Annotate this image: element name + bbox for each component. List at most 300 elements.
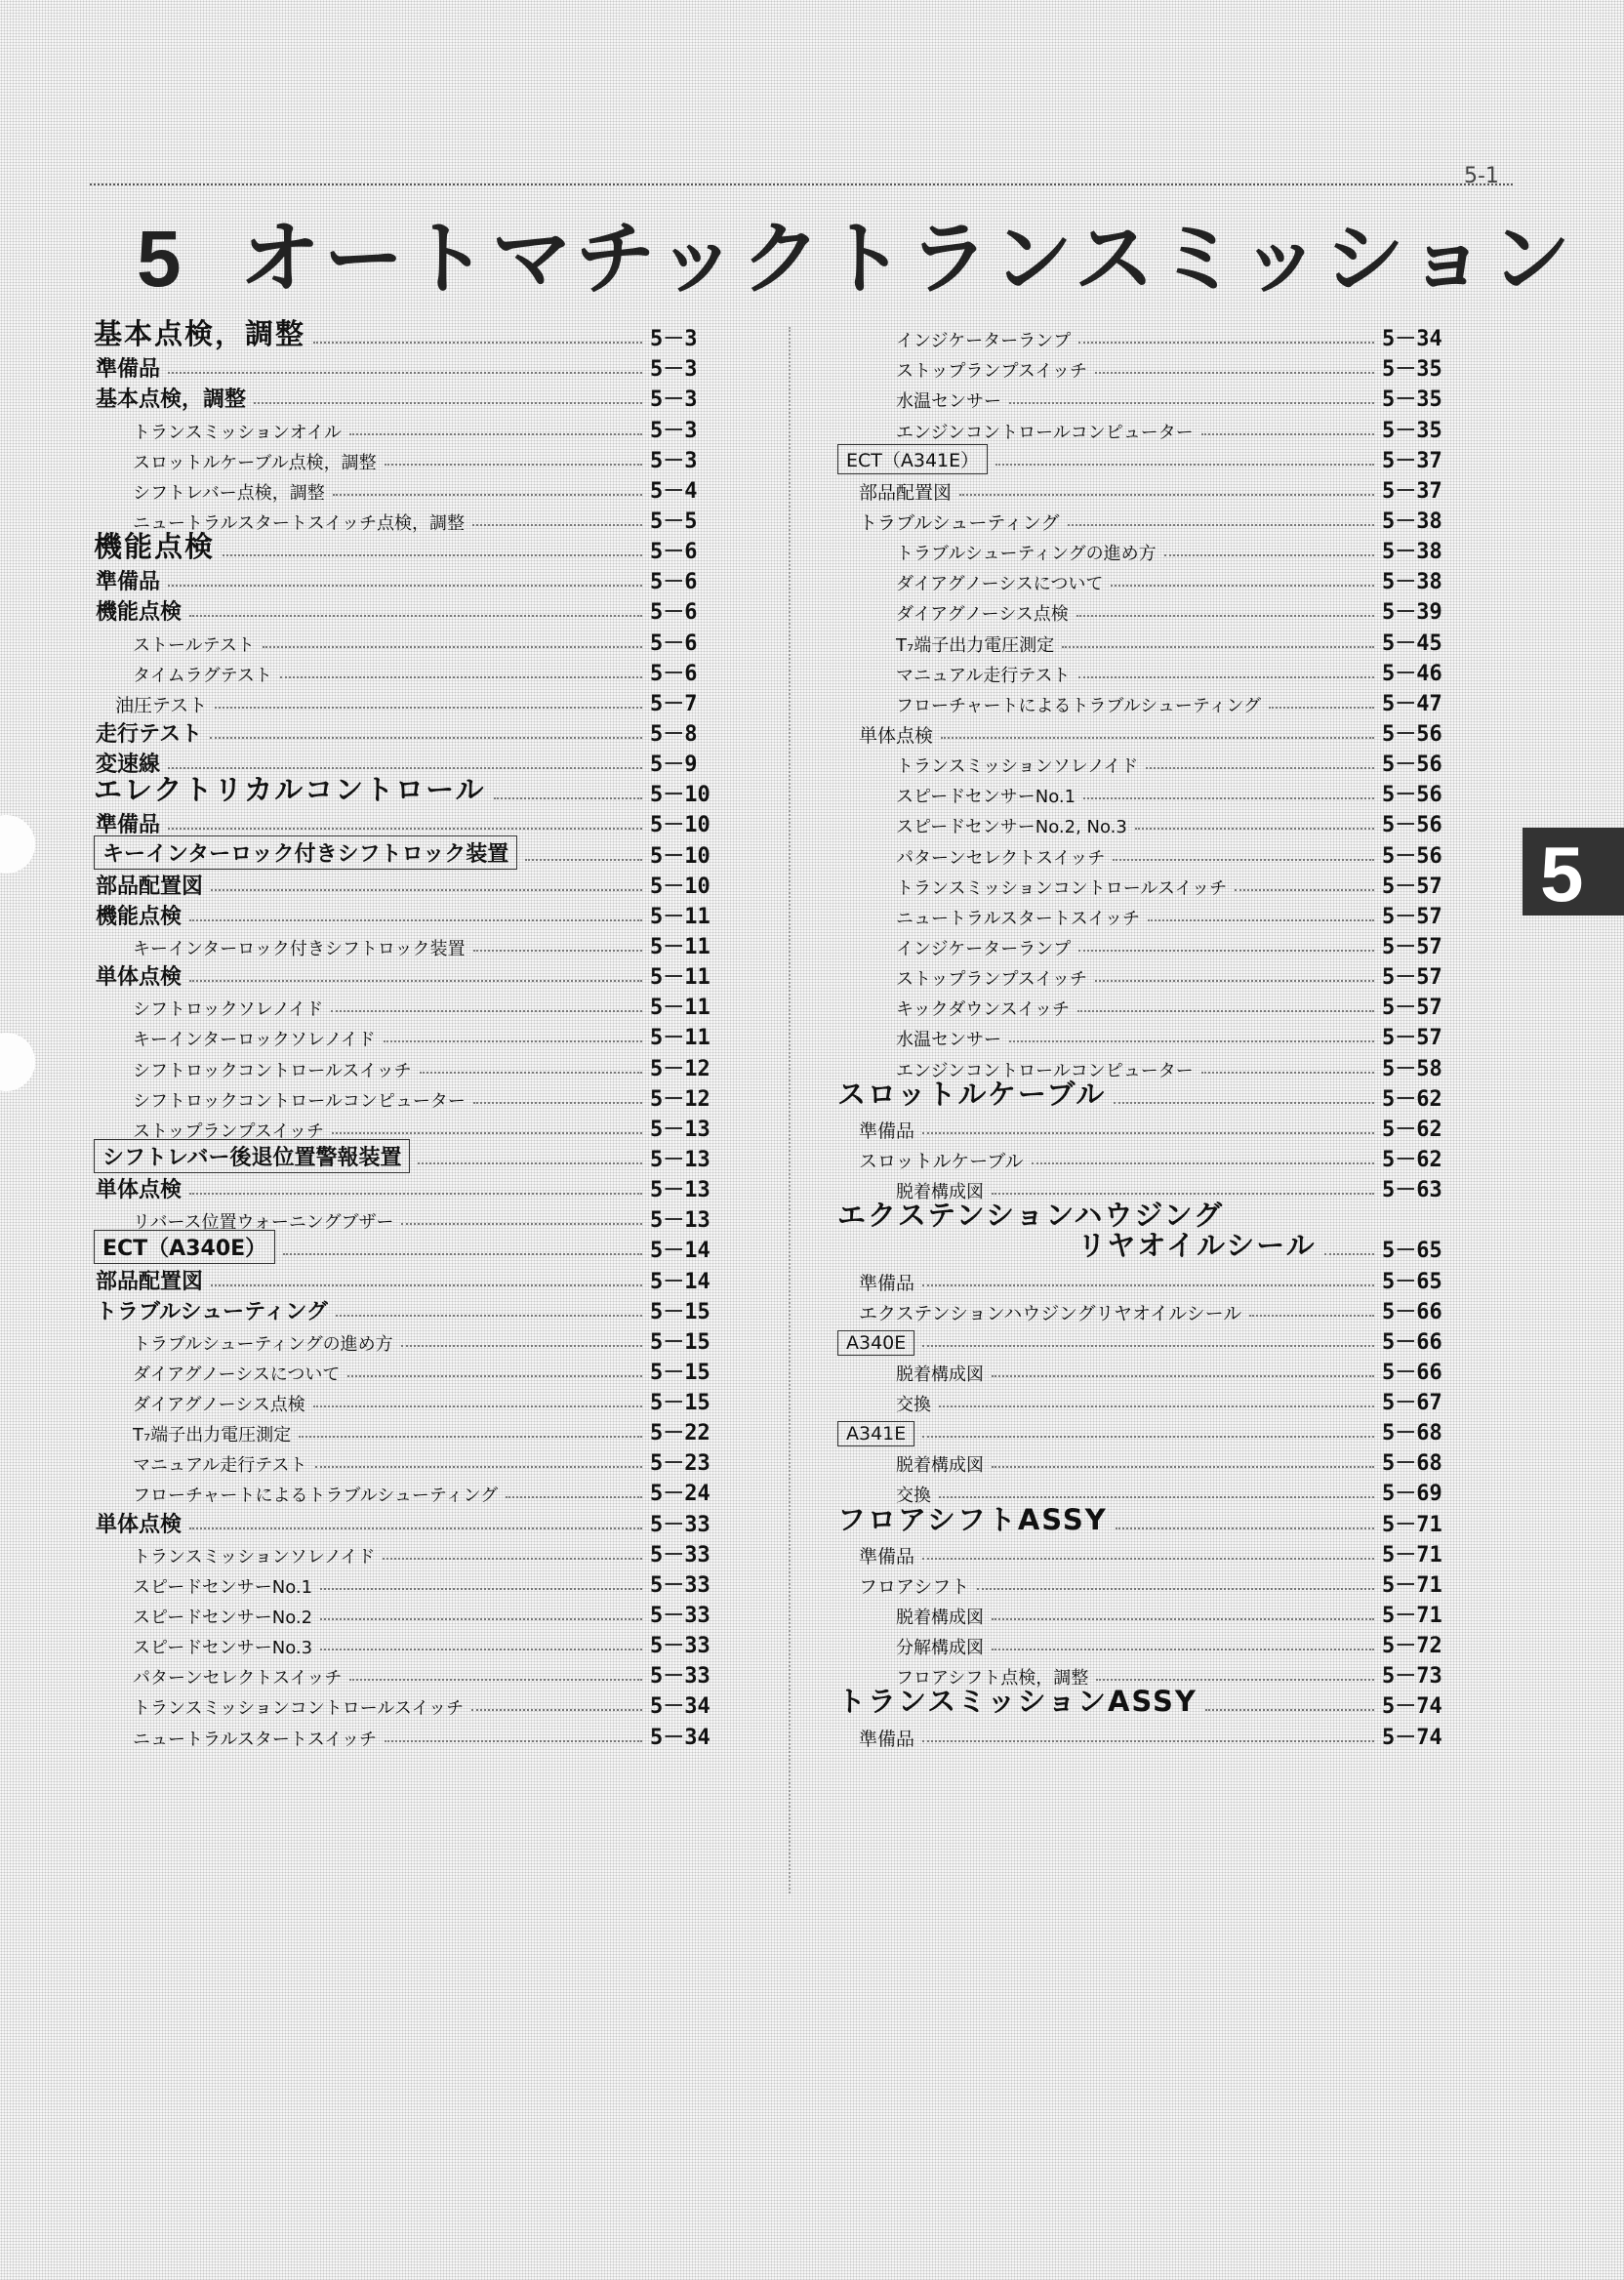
toc-entry-label: シフトレバー点検，調整 [133, 482, 325, 504]
toc-entry-label: 機能点検 [94, 530, 216, 564]
toc-entry-page: 5－11 [650, 996, 710, 1021]
toc-entry-label: ニュートラルスタートスイッチ [896, 908, 1141, 929]
toc-entry-label: A341E [837, 1421, 914, 1446]
dot-leader [315, 1466, 642, 1468]
dot-leader [977, 1588, 1374, 1590]
toc-entry-page: 5－11 [650, 1026, 710, 1051]
toc-entry-page: 5－65 [1382, 1239, 1442, 1264]
dot-leader [959, 494, 1374, 496]
dot-leader [1095, 372, 1374, 374]
toc-entry-page: 5－57 [1382, 934, 1442, 959]
dot-leader [1116, 1527, 1374, 1529]
dot-leader [320, 1618, 642, 1620]
page-number: 5-1 [1464, 164, 1499, 188]
toc-entry-page: 5－6 [650, 631, 698, 656]
dot-leader [494, 797, 642, 799]
toc-entry [94, 317, 730, 352]
dot-leader [333, 494, 642, 496]
dot-leader [472, 524, 642, 526]
toc-entry [837, 748, 1462, 778]
dot-leader [992, 1649, 1374, 1650]
chapter-title [137, 195, 1574, 309]
toc-entry [837, 565, 1462, 595]
toc-entry-label: フロアシフト点検，調整 [896, 1668, 1089, 1690]
toc-entry [94, 930, 730, 960]
toc-entry [94, 383, 730, 413]
toc-entry [94, 1234, 730, 1264]
column-divider [789, 327, 791, 1893]
dot-leader [506, 1496, 642, 1498]
toc-entry-label: ダイアグノーシス点検 [896, 604, 1069, 626]
toc-entry-label: キーインターロック付きシフトロック装置 [94, 835, 517, 870]
toc-entry-label: シフトレバー後退位置警報装置 [94, 1139, 410, 1173]
dot-leader [992, 1375, 1374, 1377]
toc-entry-label: トラブルシューティング [859, 511, 1060, 534]
dot-leader [420, 1072, 642, 1074]
toc-entry-page: 5－10 [650, 874, 710, 899]
toc-entry-label: キーインターロックソレノイド [133, 1030, 376, 1051]
toc-entry-page: 5－11 [650, 965, 710, 991]
toc-entry-label: フローチャートによるトラブルシューティング [896, 695, 1262, 716]
toc-entry-page: 5－57 [1382, 1026, 1442, 1051]
toc-entry-page: 5－57 [1382, 965, 1442, 991]
toc-entry [837, 1599, 1462, 1629]
toc-entry-page: 5－12 [650, 1086, 710, 1112]
toc-entry-page: 5－73 [1382, 1664, 1442, 1690]
toc-entry-label: 脱着構成図 [896, 1455, 984, 1477]
binder-hole-top [0, 815, 35, 874]
toc-entry [837, 687, 1462, 717]
toc-entry-label: ストップランプスイッチ [896, 361, 1088, 383]
toc-entry-label: 準備品 [96, 357, 161, 383]
toc-entry [94, 413, 730, 443]
toc-entry-page: 5－72 [1382, 1634, 1442, 1659]
toc-entry-label: 脱着構成図 [896, 1182, 984, 1203]
toc-entry-page: 5－3 [650, 448, 698, 473]
toc-entry [837, 595, 1462, 626]
toc-entry-page: 5－68 [1382, 1421, 1442, 1446]
dot-leader [331, 1010, 642, 1012]
dot-leader [922, 1132, 1374, 1134]
toc-entry-page: 5－33 [650, 1572, 710, 1598]
dot-leader [1269, 707, 1374, 709]
dot-leader [211, 889, 642, 891]
toc-entry-page: 5－13 [650, 1117, 710, 1142]
toc-entry-label: ニュートラルスタートスイッチ点検，調整 [133, 512, 466, 534]
toc-entry [837, 1295, 1462, 1325]
toc-entry [837, 1021, 1462, 1051]
toc-entry-label: パターンセレクトスイッチ [133, 1668, 343, 1690]
dot-leader [320, 1649, 642, 1650]
toc-entry [837, 383, 1462, 413]
toc-entry [94, 1690, 730, 1720]
toc-entry-label: リバース位置ウォーニングブザー [133, 1212, 394, 1234]
dot-leader [1078, 950, 1374, 952]
toc-entry-page: 5－24 [650, 1482, 710, 1507]
toc-entry [94, 1264, 730, 1294]
toc-entry-label: 変速線 [96, 753, 161, 778]
toc-entry-page: 5－33 [650, 1542, 710, 1568]
toc-entry-page: 5－62 [1382, 1117, 1442, 1142]
toc-entry-label: エクステンションハウジングリヤオイルシール [859, 1302, 1242, 1324]
toc-entry-page: 5－56 [1382, 721, 1442, 747]
dot-leader [385, 1740, 642, 1742]
toc-entry-page: 5－6 [650, 570, 698, 595]
toc-entry-page: 5－68 [1382, 1451, 1442, 1477]
toc-entry [837, 838, 1462, 869]
chapter-number: 5 [137, 215, 185, 304]
toc-entry [94, 626, 730, 656]
dot-leader [210, 737, 642, 739]
dot-leader [347, 1375, 642, 1377]
toc-entry-label: ストップランプスイッチ [133, 1120, 325, 1142]
dot-leader [299, 1436, 642, 1438]
toc-entry [94, 773, 730, 808]
toc-entry [837, 717, 1462, 748]
toc-entry-label: パターンセレクトスイッチ [896, 847, 1106, 869]
dot-leader [1235, 889, 1374, 891]
toc-entry-label: 基本点検，調整 [96, 387, 247, 413]
toc-entry-page: 5－4 [650, 478, 698, 504]
dot-leader [211, 1284, 642, 1286]
toc-entry-label: トラブルシューティングの進め方 [896, 544, 1157, 565]
toc-entry [94, 474, 730, 505]
toc-entry-label: 走行テスト [96, 721, 203, 747]
toc-entry-page: 5－66 [1382, 1360, 1442, 1385]
toc-entry-page: 5－56 [1382, 753, 1442, 778]
dot-leader [1095, 980, 1374, 982]
toc-entry [94, 1295, 730, 1325]
dot-leader [336, 1315, 642, 1317]
toc-entry-page: 5－11 [650, 904, 710, 929]
dot-leader [189, 919, 642, 921]
toc-entry-label: 交換 [896, 1395, 931, 1416]
toc-entry [837, 1685, 1462, 1720]
toc-entry-page: 5－14 [650, 1239, 710, 1264]
toc-entry-page: 5－33 [650, 1512, 710, 1537]
toc-entry [837, 900, 1462, 930]
toc-entry [837, 535, 1462, 565]
dot-leader [1111, 585, 1374, 587]
toc-entry-page: 5－9 [650, 753, 698, 778]
toc-entry-label: ダイアグノーシス点検 [133, 1395, 305, 1416]
dot-leader [1324, 1253, 1374, 1255]
toc-entry [94, 1173, 730, 1203]
dot-leader [168, 372, 642, 374]
dot-leader [280, 676, 642, 678]
toc-entry-page: 5－71 [1382, 1604, 1442, 1629]
toc-entry [837, 1077, 1462, 1113]
toc-entry-label: 脱着構成図 [896, 1364, 984, 1385]
toc-entry-label: スピードセンサーNo.2 [133, 1608, 313, 1629]
toc-entry-page: 5－56 [1382, 813, 1442, 838]
toc-entry-page: 5－71 [1382, 1572, 1442, 1598]
dot-leader [223, 554, 642, 556]
toc-entry-label: 準備品 [96, 570, 161, 595]
toc-entry [94, 352, 730, 383]
toc-entry-page: 5－35 [1382, 418, 1442, 443]
toc-entry-label: 部品配置図 [859, 481, 953, 504]
toc-entry-label: 部品配置図 [96, 874, 204, 899]
dot-leader [401, 1345, 642, 1347]
toc-entry-page: 5－66 [1382, 1329, 1442, 1355]
dot-leader [1249, 1315, 1374, 1317]
toc-entry-label: 部品配置図 [96, 1269, 204, 1294]
toc-entry [94, 1720, 730, 1750]
toc-entry-label: エンジンコントロールコンピューター [896, 1060, 1194, 1081]
toc-entry-label: インジケーターランプ [896, 938, 1072, 959]
toc-entry-page: 5－13 [650, 1208, 710, 1234]
toc-entry [837, 870, 1462, 900]
toc-entry-label: フロアシフトASSY [837, 1502, 1108, 1536]
toc-entry [837, 1502, 1462, 1537]
toc-entry-page: 5－12 [650, 1056, 710, 1081]
toc-entry-page: 5－15 [650, 1391, 710, 1416]
toc-entry-page: 5－74 [1382, 1725, 1442, 1750]
dot-leader [313, 342, 642, 344]
dot-leader [1078, 676, 1374, 678]
toc-entry-label: ニュートラルスタートスイッチ [133, 1729, 378, 1750]
toc-entry-label: マニュアル走行テスト [133, 1455, 307, 1477]
toc-right-column [837, 322, 1462, 1751]
toc-entry [94, 530, 730, 565]
dot-leader [168, 585, 642, 587]
dot-leader [1146, 767, 1374, 769]
toc-entry-label: 準備品 [859, 1120, 915, 1142]
toc-entry-label: 分解構成図 [896, 1638, 984, 1659]
toc-entry-page: 5－58 [1382, 1056, 1442, 1081]
dot-leader [313, 1405, 642, 1407]
dot-leader [1077, 1010, 1374, 1012]
toc-entry [837, 1386, 1462, 1416]
dot-leader [418, 1162, 642, 1164]
toc-entry [837, 1568, 1462, 1599]
toc-entry-page: 5－10 [650, 813, 710, 838]
toc-entry-page: 5－47 [1382, 691, 1442, 716]
toc-entry-label: 脱着構成図 [896, 1608, 984, 1629]
toc-entry [94, 1082, 730, 1113]
toc-entry-page: 5－13 [650, 1178, 710, 1203]
toc-entry-label: フロアシフト [859, 1575, 970, 1598]
toc-entry-page: 5－57 [1382, 996, 1442, 1021]
toc-entry-page: 5－15 [650, 1329, 710, 1355]
dot-leader [385, 464, 642, 466]
toc-entry-page: 5－15 [650, 1360, 710, 1385]
toc-left-column [94, 317, 730, 1751]
toc-entry-label: A340E [837, 1330, 914, 1356]
dot-leader [992, 1466, 1374, 1468]
toc-entry-page: 5－33 [650, 1634, 710, 1659]
toc-entry-label: シフトロックソレノイド [133, 999, 324, 1021]
toc-entry [94, 1568, 730, 1599]
dot-leader [941, 737, 1374, 739]
toc-entry [94, 657, 730, 687]
toc-entry [837, 1143, 1462, 1173]
dot-leader [525, 859, 642, 861]
toc-entry-label: 単体点検 [96, 1178, 183, 1203]
toc-entry-page: 5－67 [1382, 1391, 1442, 1416]
toc-entry-page: 5－37 [1382, 478, 1442, 504]
toc-entry [94, 870, 730, 900]
toc-entry [837, 505, 1462, 535]
dot-leader [1032, 1162, 1374, 1164]
toc-entry-label: スピードセンサーNo.1 [133, 1576, 313, 1598]
toc-entry-label: ダイアグノーシスについて [133, 1364, 341, 1385]
toc-entry [837, 1629, 1462, 1659]
toc-entry-page: 5－13 [650, 1147, 710, 1172]
toc-entry-label: スピードセンサーNo.3 [133, 1638, 313, 1659]
toc-entry-page: 5－7 [650, 691, 698, 716]
dot-leader [189, 1527, 642, 1529]
toc-entry-page: 5－11 [650, 934, 710, 959]
dot-leader [992, 1618, 1374, 1620]
toc-entry [94, 1446, 730, 1477]
toc-entry-label: タイムラグテスト [133, 665, 272, 686]
toc-entry-page: 5－71 [1382, 1512, 1442, 1537]
toc-entry-label: 単体点検 [96, 1512, 183, 1537]
toc-entry-page: 5－71 [1382, 1542, 1442, 1568]
dot-leader [189, 980, 642, 982]
toc-entry [837, 444, 1462, 474]
toc-entry-label: インジケーターランプ [896, 331, 1072, 352]
toc-entry-page: 5－3 [650, 418, 698, 443]
dot-leader [1009, 402, 1374, 404]
toc-entry-page: 5－6 [650, 600, 698, 626]
dot-leader [349, 1679, 642, 1681]
toc-entry [837, 991, 1462, 1021]
toc-entry-page: 5－3 [650, 327, 698, 352]
dot-leader [189, 615, 642, 617]
dot-leader [263, 646, 642, 648]
toc-entry [94, 444, 730, 474]
toc-entry-page: 5－37 [1382, 448, 1442, 473]
toc-entry-page: 5－3 [650, 357, 698, 383]
toc-entry-page: 5－33 [650, 1604, 710, 1629]
toc-entry [94, 838, 730, 869]
toc-entry [94, 1629, 730, 1659]
toc-entry-page: 5－74 [1382, 1694, 1442, 1720]
toc-entry-label: リヤオイルシール [1077, 1229, 1317, 1263]
dot-leader [473, 950, 642, 952]
toc-entry-label: キックダウンスイッチ [896, 999, 1071, 1021]
toc-entry [837, 1325, 1462, 1356]
toc-entry-label: 水温センサー [896, 1030, 1001, 1051]
toc-entry-label: シフトロックコントロールスイッチ [133, 1060, 412, 1081]
toc-entry [837, 960, 1462, 991]
dot-leader [1164, 554, 1374, 556]
toc-entry-page: 5－57 [1382, 904, 1442, 929]
dot-leader [1148, 919, 1374, 921]
dot-leader [471, 1709, 642, 1711]
toc-entry-label: トランスミッションコントロールスイッチ [133, 1698, 465, 1720]
toc-entry-label: スピードセンサーNo.1 [896, 787, 1076, 808]
toc-entry-label: 準備品 [96, 813, 161, 838]
toc-entry-page: 5－39 [1382, 600, 1442, 626]
toc-entry [837, 413, 1462, 443]
toc-entry-page: 5－62 [1382, 1147, 1442, 1172]
toc-entry [94, 1356, 730, 1386]
toc-entry-label: スロットルケーブル点検，調整 [133, 452, 377, 473]
dot-leader [332, 1132, 642, 1134]
toc-entry-label: エレクトリカルコントロール [94, 773, 486, 807]
dot-leader [1201, 1072, 1374, 1074]
toc-entry-page: 5－35 [1382, 357, 1442, 383]
toc-entry [94, 595, 730, 626]
dot-leader [254, 402, 642, 404]
binder-hole-bottom [0, 1033, 35, 1091]
toc-entry-label: エクステンションハウジング [837, 1199, 1225, 1233]
toc-entry [94, 1416, 730, 1446]
toc-entry-page: 5－38 [1382, 540, 1442, 565]
toc-entry-page: 5－34 [1382, 327, 1442, 352]
toc-entry-label: 準備品 [859, 1728, 915, 1750]
toc-entry [94, 991, 730, 1021]
toc-entry-label: トランスミッションコントロールスイッチ [896, 877, 1228, 899]
dot-leader [1076, 615, 1374, 617]
toc-entry-label: フローチャートによるトラブルシューティング [133, 1486, 499, 1507]
dot-leader [1114, 1102, 1374, 1104]
dot-leader [384, 1040, 642, 1042]
toc-entry-page: 5－45 [1382, 631, 1442, 656]
dot-leader [473, 1102, 642, 1104]
toc-entry [94, 1538, 730, 1568]
dot-leader [1062, 646, 1374, 648]
toc-entry-page: 5－56 [1382, 783, 1442, 808]
toc-entry-label: 準備品 [859, 1545, 915, 1568]
toc-entry [837, 474, 1462, 505]
dot-leader [401, 1223, 642, 1225]
dot-leader [1201, 433, 1374, 435]
toc-entry-page: 5－23 [650, 1451, 710, 1477]
dot-leader [1205, 1709, 1374, 1711]
toc-entry-page: 5－34 [650, 1694, 710, 1720]
toc-entry-page: 5－66 [1382, 1299, 1442, 1324]
toc-entry-label: 単体点検 [859, 724, 934, 747]
toc-entry-page: 5－38 [1382, 509, 1442, 534]
toc-entry [94, 1477, 730, 1507]
toc-entry-label: 準備品 [859, 1272, 915, 1294]
toc-entry-page: 5－62 [1382, 1086, 1442, 1112]
toc-entry-label: エンジンコントロールコンピューター [896, 422, 1194, 443]
chapter-tab-label: 5 [1540, 831, 1584, 917]
toc-entry-label: 交換 [896, 1486, 931, 1507]
toc-entry-page: 5－65 [1382, 1269, 1442, 1294]
dot-leader [1009, 1040, 1374, 1042]
dot-leader [922, 1345, 1374, 1347]
toc-entry-page: 5－14 [650, 1269, 710, 1294]
dot-leader [1068, 524, 1375, 526]
toc-entry-page: 5－10 [650, 783, 710, 808]
toc-entry [94, 1599, 730, 1629]
toc-entry-page: 5－56 [1382, 843, 1442, 869]
toc-entry-page: 5－38 [1382, 570, 1442, 595]
toc-entry-page: 5－22 [650, 1421, 710, 1446]
toc-entry-page: 5－3 [650, 387, 698, 413]
toc-entry-page: 5－69 [1382, 1482, 1442, 1507]
toc-entry-label: ECT（A341E） [837, 444, 988, 474]
toc-entry-page: 5－6 [650, 540, 698, 565]
toc-entry-label: T₇端子出力電圧測定 [133, 1425, 292, 1446]
chapter-tab [1522, 828, 1624, 916]
toc-entry-label: トラブルシューティング [96, 1299, 328, 1324]
toc-entry-label: ストールテスト [133, 634, 255, 656]
toc-entry [837, 778, 1462, 808]
toc-entry [837, 1264, 1462, 1294]
toc-entry [94, 687, 730, 717]
toc-entry [94, 1659, 730, 1690]
toc-entry [837, 352, 1462, 383]
toc-entry [837, 1113, 1462, 1143]
